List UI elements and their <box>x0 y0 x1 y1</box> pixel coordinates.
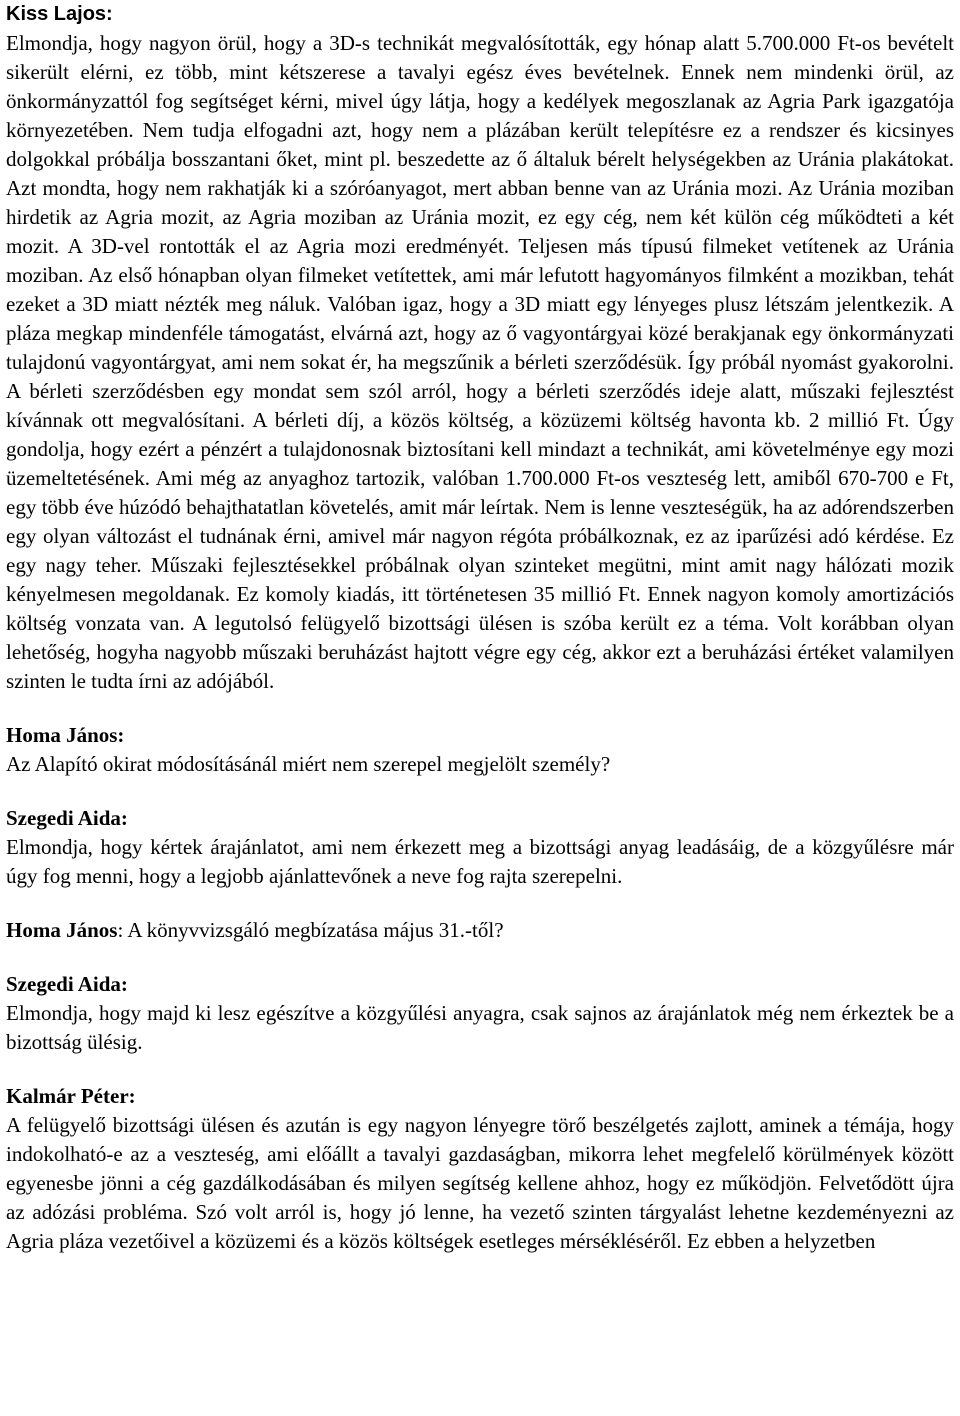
speech-block-szegedi-aida <box>6 804 954 891</box>
speech-block-kiss-lajos <box>6 0 954 696</box>
speech-text: : A könyvvizsgáló megbízatása május 31.-től? <box>117 918 504 942</box>
speaker-name: Kiss Lajos: <box>6 3 113 25</box>
speech-text: Elmondja, hogy kértek árajánlatot, ami nem érkezett meg a bizottsági anyag leadásáig, de a közgyűlésre már úgy fog menni, hogy a legjobb ajánlattevőnek a neve fog rajta szerepelni. <box>6 835 954 888</box>
document-page <box>6 0 954 1281</box>
speech-text: Az Alapító okirat módosításánál miért nem szerepel megjelölt személy? <box>6 752 611 776</box>
speaker-name: Szegedi Aida: <box>6 806 128 830</box>
speaker-name: Szegedi Aida: <box>6 972 128 996</box>
speech-text: Elmondja, hogy majd ki lesz egészítve a közgyűlési anyagra, csak sajnos az árajánlatok még nem érkeztek be a bizottság ülésig. <box>6 1001 954 1054</box>
speaker-name: Homa János: <box>6 723 125 747</box>
speech-text: A felügyelő bizottsági ülésen és azután is egy nagyon lényegre törő beszélgetés zajlott, aminek a témája, hogy indokolható-e az a veszteség, ami előállt a tavalyi gazdaságban, mikorra lehet megfelelő körülmények között egyenesbe jönni a cég gazdálkodásában és milyen segítség kellene ahhoz, hogy ez működjön. Felvetődött újra az adózási probléma. Szó volt arról is, hogy jó lenne, ha vezető szinten tárgyalást lehetne kezdeményezni az Agria pláza vezetőivel a közüzemi és a közös költségek esetleges mérsékléséről. Ez ebben a helyzetben <box>6 1113 954 1253</box>
speech-text: Elmondja, hogy nagyon örül, hogy a 3D-s technikát megvalósították, egy hónap alatt 5.700.000 Ft-os bevételt sikerült elérni, ez több, mint kétszerese a tavalyi egész éves bevételnek. Ennek nem mindenki örül, az önkormányzattól fog segítséget kérni, mivel úgy látja, hogy a kedélyek megoszlanak az Agria Park igazgatója környezetében. Nem tudja elfogadni azt, hogy nem a plázában került telepítésre ez a rendszer és kicsinyes dolgokkal próbálja bosszantani őket, mint pl. beszedette az ő általuk bérelt helységekben az Uránia plakátokat. Azt mondta, hogy nem rakhatják ki a szóróanyagot, mert abban benne van az Uránia mozi. Az Uránia moziban hirdetik az Agria mozit, az Agria moziban az Uránia mozit, ez egy cég, nem két külön cég működteti a két mozit. A 3D-vel rontották el az Agria mozi eredményét. Teljesen más típusú filmeket vetítenek az Uránia moziban. Az első hónapban olyan filmeket vetítettek, ami már lefutott hagyományos filmként a mozikban, tehát ezeket a 3D miatt nézték meg náluk. Valóban igaz, hogy a 3D miatt egy lényeges plusz létszám jelentkezik. A pláza megkap mindenféle támogatást, elvárná azt, hogy az ő vagyontárgyai közé berakjanak egy önkormányzati tulajdonú vagyontárgyat, ami nem sokat ér, ha megszűnik a bérleti szerződésük. Így próbál nyomást gyakorolni. A bérleti szerződésben egy mondat sem szól arról, hogy a bérleti szerződés ideje alatt, műszaki fejlesztést kívánnak ott megvalósítani. A bérleti díj, a közös költség, a közüzemi költség havonta kb. 2 millió Ft. Úgy gondolja, hogy ezért a pénzért a tulajdonosnak biztosítani kell mindazt a technikát, ami követelménye egy mozi üzemeltetésének. Ami még az anyaghoz tartozik, valóban 1.700.000 Ft-os veszteség lett, amiből 670-700 e Ft, egy több éve húzódó behajthatatlan követelés, amit már leírtak. Nem is lenne veszteségük, ha az adórendszerben egy olyan változást el tudnának érni, amivel már nagyon régóta próbálkoznak, ez az iparűzési adó kérdése. Ez egy nagy teher. Műszaki fejlesztésekkel próbálnak olyan szinteket megütni, mint amit nagy hálózati mozik kényelmesen megoldanak. Ez komoly kiadás, itt történetesen 35 millió Ft. Ennek nagyon komoly amortizációs költség vonzata van. A legutolsó felügyelő bizottsági ülésen is szóba került ez a téma. Volt korábban olyan lehetőség, hogyha nagyobb műszaki beruházást hajtott végre egy cég, akkor ezt a beruházási értéket valamilyen szinten le tudta írni az adójából. <box>6 31 954 693</box>
speech-block-szegedi-aida <box>6 970 954 1057</box>
speech-block-homa-janos-inline <box>6 916 954 945</box>
speech-block-homa-janos <box>6 721 954 779</box>
speaker-name: Homa János <box>6 918 118 942</box>
speaker-name: Kalmár Péter: <box>6 1084 136 1108</box>
speech-block-kalmar-peter <box>6 1082 954 1256</box>
